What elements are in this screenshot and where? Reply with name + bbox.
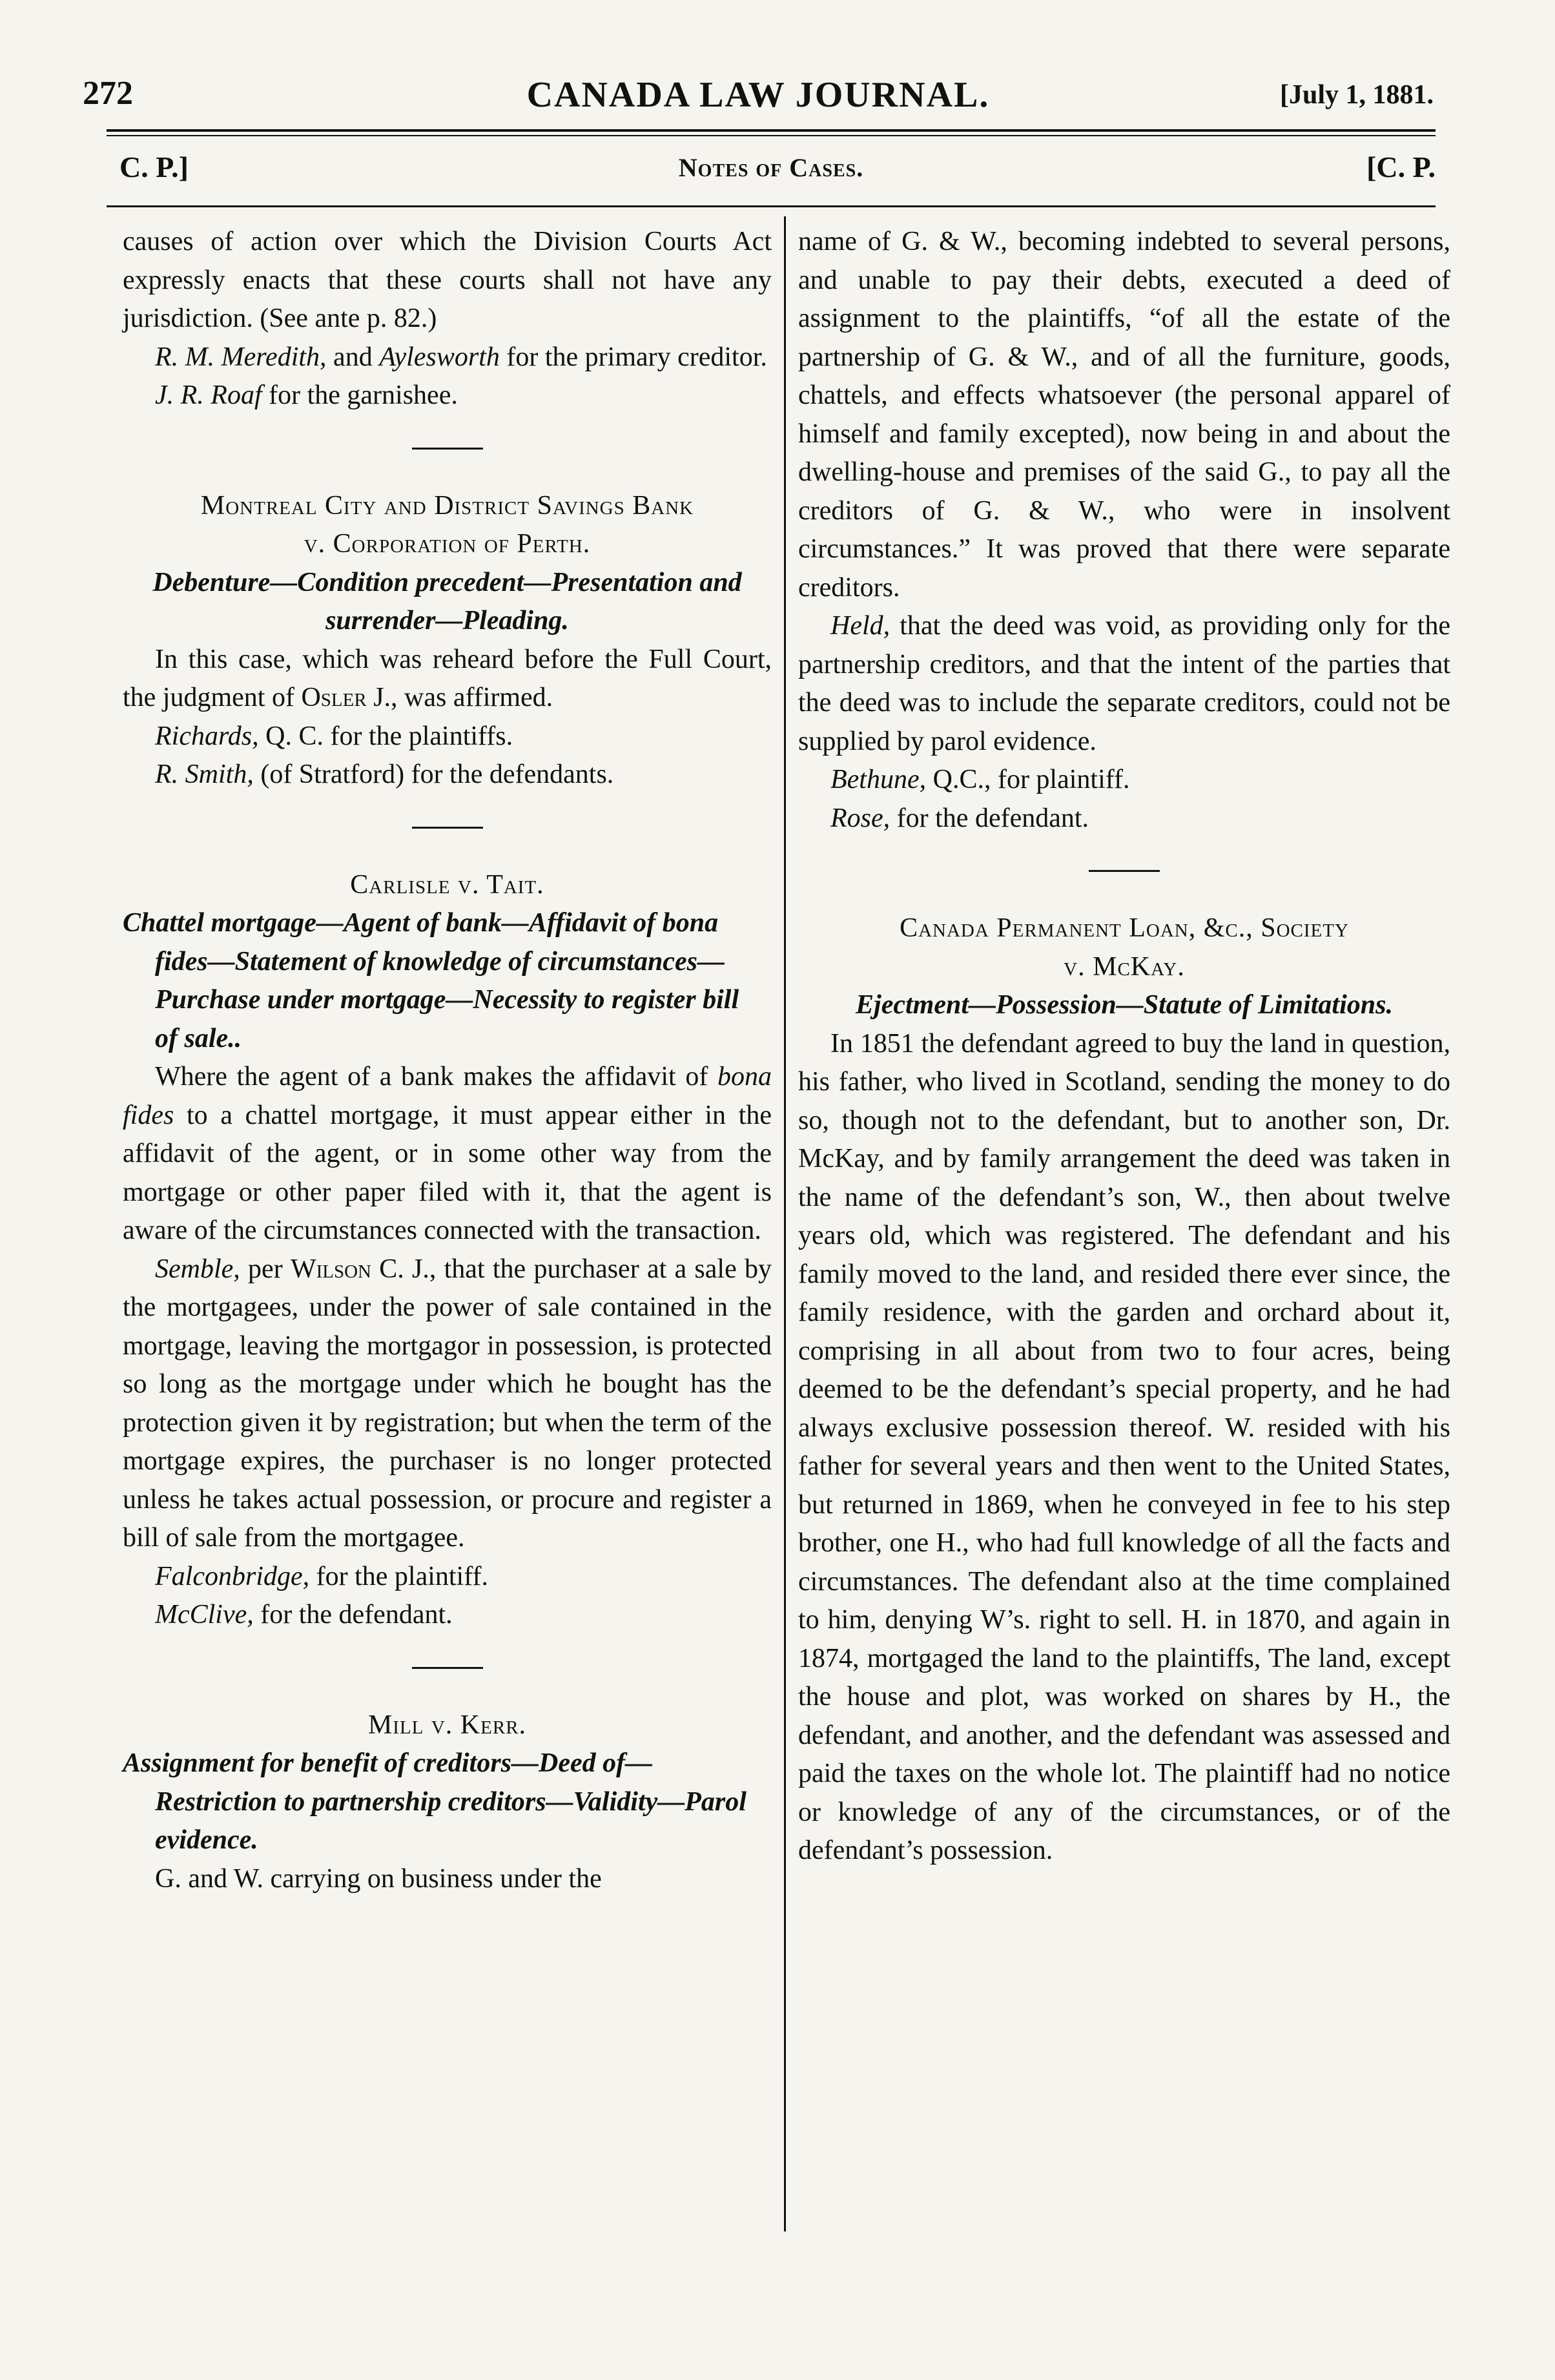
body-text: C. J., that the purchaser at a sale by the mortgagees, under the power of sale contained in the mortgage, leaving the mortgagor in possession, is protected so long as the mortgage under which he bought has the protection given it by registration; but when the term of the mortgage expires, the purchaser is no longer protected unless he takes actual possession, or procure and register a bill of sale from the mortgagee. (123, 1254, 772, 1553)
counsel-name: Falconbridge, (155, 1561, 310, 1591)
case-separator (412, 827, 483, 829)
counsel-line (123, 756, 772, 794)
page-number: 272 (83, 75, 133, 112)
body-text: per (240, 1254, 291, 1284)
held-word: Held, (830, 611, 891, 641)
semble-word: Semble, (155, 1254, 240, 1284)
case-title-cont: v. McKay. (1064, 951, 1185, 982)
counsel-name: Richards, (155, 721, 259, 751)
counsel-role: Q. C. for the plaintiffs. (258, 721, 513, 751)
running-header (83, 74, 1434, 126)
case-subject: Ejectment—Possession—Statute of Limitations. (856, 990, 1393, 1020)
counsel-name: R. M. Meredith, (155, 342, 327, 372)
section-rule (107, 205, 1436, 207)
judge-name: Wilson (290, 1254, 371, 1284)
body-text: Where the agent of a bank makes the affidavit of (155, 1062, 717, 1092)
case-body (123, 641, 772, 718)
section-header (107, 150, 1436, 195)
counsel-line (123, 718, 772, 756)
counsel-line (123, 1558, 772, 1597)
section-title: Notes of Cases. (678, 153, 864, 182)
counsel-name: Rose, (830, 803, 891, 833)
judge-name: Osler (301, 683, 367, 712)
header-rule-thin (107, 135, 1436, 136)
body-text: In this case, which was reheard before the Full Court, the judgment of (123, 644, 772, 712)
counsel-role: Q.C., for plaintiff. (926, 765, 1130, 794)
body-text: to a chattel mortgage, it must appear either in the affidavit of the agent, or in some other way from the mortgage or other paper filed with it, that the agent is aware of the circumstances connected with the transaction. (123, 1100, 772, 1245)
counsel-line (798, 800, 1450, 838)
counsel-role: (of Stratford) for the defendants. (253, 760, 614, 789)
case-body: G. and W. carrying on business under the (155, 1863, 602, 1894)
case-title: Canada Permanent Loan, &c., Society (900, 913, 1349, 943)
case-title: Carlisle v. Tait. (350, 869, 544, 900)
counsel-name: R. Smith, (155, 760, 254, 789)
counsel-line (798, 761, 1450, 800)
case-separator (412, 448, 483, 450)
journal-title: CANADA LAW JOURNAL. (526, 75, 990, 115)
case-body: In 1851 the defendant agreed to buy the land in question, his father, who lived in Scotland, sending the money to do so, though not to the defendant, but to another son, Dr. McKay, and by family arrangement the deed was taken in the name of the defendant’s son, W., then about twelve years old, which was registered. The defendant and his family moved to the land, and resided there ever since, the family residence, with the garden and orchard about it, comprising in all about from two to four acres, being deemed to be the defendant’s special property, and he had always exclusive possession thereof. W. resided with his father for several years and then went to the United States, but returned in 1869, when he conveyed in fee to his step brother, one H., who had full knowledge of all the facts and circumstances. The defendant also at the time complained to him, denying W’s. right to sell. H. in 1870, and again in 1874, mortgaged the land to the plaintiffs, The land, except the house and plot, was worked on shares by H., the defendant, and another, and the defendant was assessed and paid the taxes on the whole lot. The plaintiff had no notice or knowledge of any of the circumstances, or of the defendant’s possession. (798, 1028, 1450, 1865)
case-holding (798, 607, 1450, 761)
case-title-cont: v. Corporation of Perth. (304, 529, 591, 559)
counsel-role: for the plaintiff. (309, 1561, 488, 1591)
counsel-name: Bethune, (830, 765, 927, 794)
counsel-line (123, 338, 772, 377)
case-body (123, 1058, 772, 1250)
counsel-name: McClive, (155, 1600, 254, 1630)
counsel-name: J. R. Roaf (155, 380, 262, 410)
latin-term: bona fides (123, 1062, 772, 1130)
column-divider (784, 216, 786, 2231)
case-title: Montreal City and District Savings Bank (200, 490, 694, 521)
case-title: Mill v. Kerr. (367, 1710, 527, 1740)
case-separator (1089, 870, 1160, 872)
issue-date: [July 1, 1881. (1279, 80, 1434, 110)
continued-paragraph: causes of action over which the Division Courts Act expressly enacts that these courts shall not have any jurisdiction. (See ante p. 82.) (123, 227, 772, 333)
counsel-conjunction: and (326, 342, 380, 372)
counsel-name: Aylesworth (379, 342, 500, 372)
counsel-role: for the garnishee. (262, 380, 458, 410)
counsel-line (123, 377, 772, 415)
counsel-role: for the defendant. (253, 1600, 453, 1630)
body-text: J., was affirmed. (366, 683, 553, 712)
counsel-role: for the primary creditor. (499, 342, 767, 372)
case-body-continued: name of G. & W., becoming indebted to several persons, and unable to pay their debts, executed a deed of assignment to the plaintiffs, “of all the estate of the partnership of G. & W., and of all the furniture, goods, chattels, and effects whatsoever (the personal apparel of himself and family excepted), now being in and about the dwelling-house and premises of the said G., to pay all the creditors of G. & W., who were in insolvent circumstances.” It was proved that there were separate creditors. (798, 227, 1450, 603)
case-separator (412, 1667, 483, 1669)
court-tag-right: [C. P. (1366, 150, 1436, 183)
left-column (123, 223, 772, 1898)
case-subject: Chattel mortgage—Agent of bank—Affidavit of bona fides—Statement of knowledge of circumstances—Purchase under mortgage—Necessity to register bill of sale.. (123, 908, 739, 1053)
case-body (123, 1250, 772, 1558)
right-column (798, 223, 1450, 1870)
case-subject: Assignment for benefit of creditors—Deed of—Restriction to partnership creditors—Validity—Parol evidence. (123, 1748, 747, 1855)
header-rule-thick (107, 129, 1436, 132)
case-subject: Debenture—Condition precedent—Presentation and surrender—Pleading. (152, 567, 742, 636)
body-text: that the deed was void, as providing only for the partnership creditors, and that the intent of the parties that the deed was to include the separate creditors, could not be supplied by parol evidence. (798, 611, 1450, 756)
court-tag-left: C. P.] (119, 150, 189, 183)
counsel-role: for the defendant. (890, 803, 1089, 833)
counsel-line (123, 1596, 772, 1635)
